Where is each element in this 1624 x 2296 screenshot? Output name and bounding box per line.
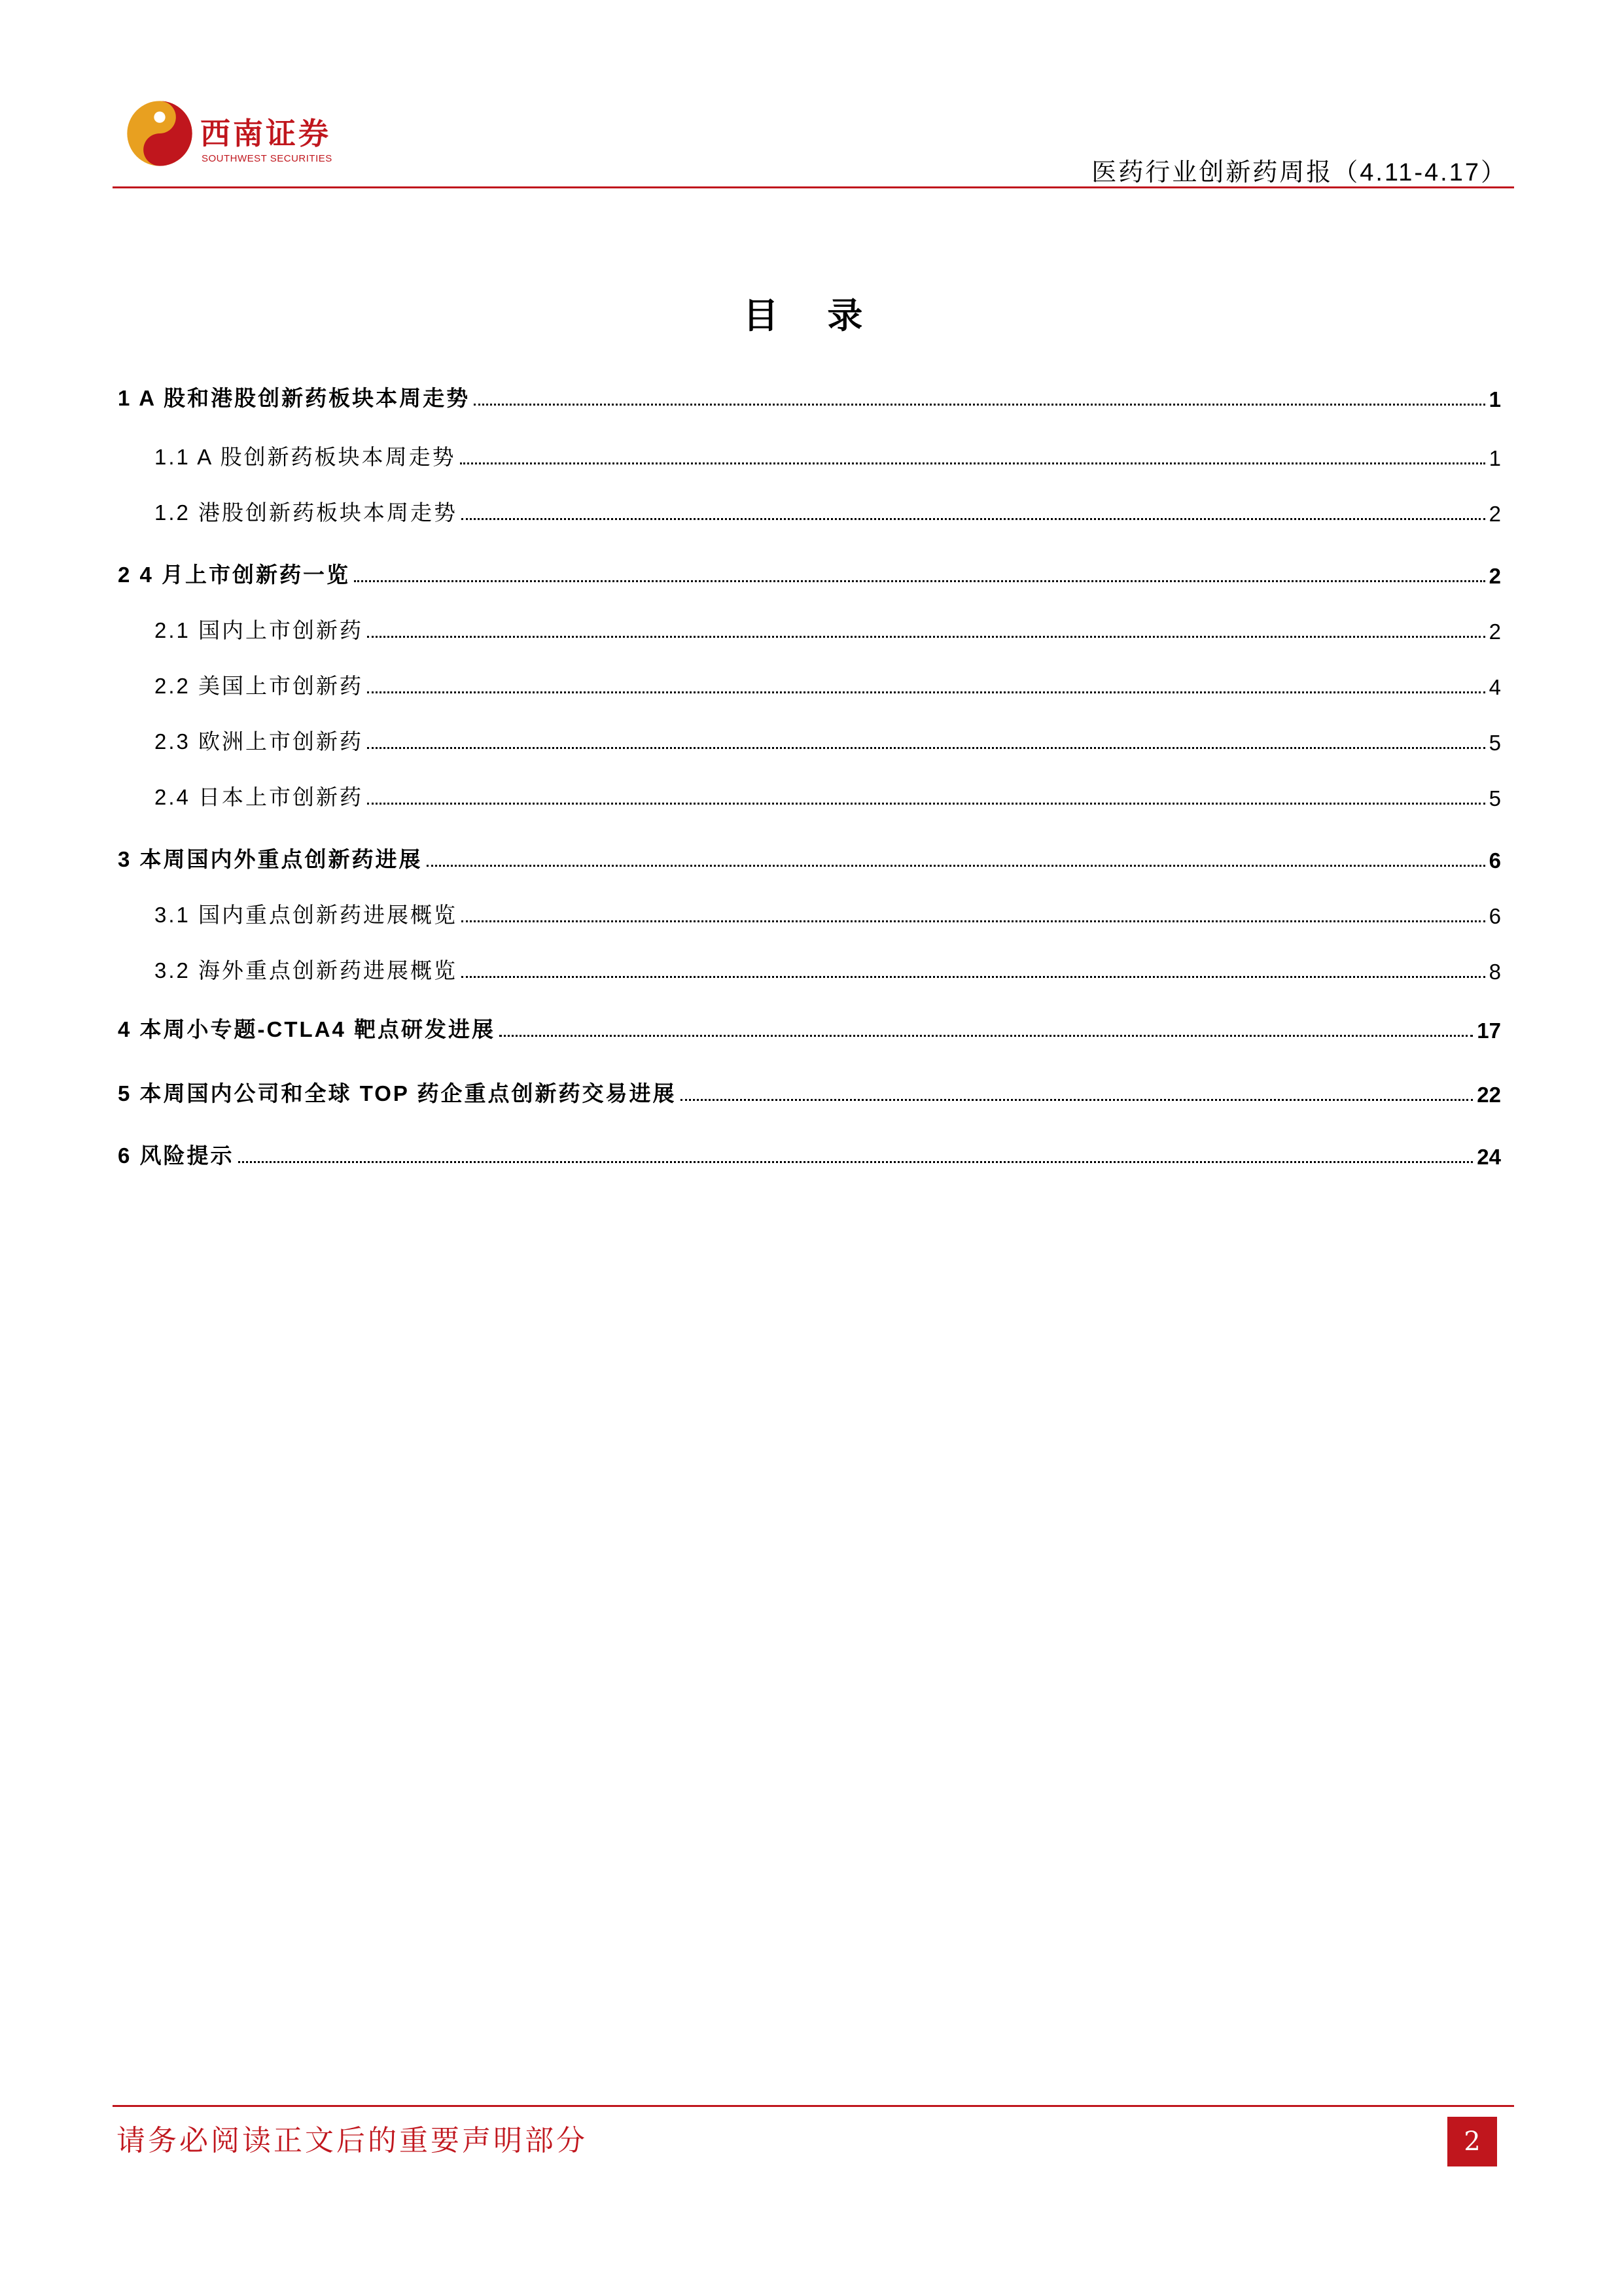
toc-entry-page: 5 bbox=[1489, 731, 1501, 755]
toc-title: 目 录 bbox=[743, 295, 881, 336]
company-logo-icon bbox=[124, 98, 195, 169]
toc-entry[interactable] bbox=[154, 667, 1501, 700]
toc-entry-text: 3.2 海外重点创新药进展概览 bbox=[154, 958, 458, 983]
toc-entry-text: 2.2 美国上市创新药 bbox=[154, 674, 364, 698]
toc-entry[interactable] bbox=[154, 438, 1501, 471]
toc-entry[interactable] bbox=[154, 778, 1501, 811]
toc-entry-page: 24 bbox=[1477, 1145, 1501, 1169]
toc-entry-page: 8 bbox=[1489, 960, 1501, 984]
toc-dot-leader bbox=[427, 865, 1485, 867]
toc-dot-leader bbox=[460, 462, 1485, 464]
toc-dot-leader bbox=[680, 1099, 1474, 1101]
toc-entry-page: 4 bbox=[1489, 675, 1501, 699]
report-title: 医药行业创新药周报（4.11-4.17） bbox=[1091, 159, 1508, 186]
toc-dot-leader bbox=[461, 976, 1485, 978]
toc-entry-text: 1.2 港股创新药板块本周走势 bbox=[154, 500, 458, 525]
footer-divider bbox=[113, 2105, 1514, 2107]
logo-name-cn: 西南证券 bbox=[200, 116, 331, 151]
header-divider bbox=[113, 186, 1514, 188]
toc-dot-leader bbox=[354, 580, 1485, 582]
toc-entry-text: 2.1 国内上市创新药 bbox=[154, 618, 364, 642]
toc-dot-leader bbox=[461, 920, 1485, 922]
toc-entry-text: 1 A 股和港股创新药板块本周走势 bbox=[118, 386, 470, 410]
footer-disclaimer: 请务必阅读正文后的重要声明部分 bbox=[116, 2124, 588, 2157]
toc-dot-leader bbox=[367, 636, 1485, 638]
toc-entry[interactable] bbox=[118, 1137, 1501, 1170]
toc-entry-text: 2 4 月上市创新药一览 bbox=[118, 563, 351, 587]
toc-entry-page: 6 bbox=[1489, 904, 1501, 928]
toc-dot-leader bbox=[461, 518, 1485, 520]
toc-entry[interactable] bbox=[154, 723, 1501, 756]
toc-dot-leader bbox=[474, 404, 1485, 406]
toc-entry-page: 6 bbox=[1489, 848, 1501, 873]
toc-entry-text: 5 本周国内公司和全球 TOP 药企重点创新药交易进展 bbox=[118, 1081, 677, 1105]
toc-entry-page: 2 bbox=[1489, 619, 1501, 644]
toc-entry-page: 1 bbox=[1489, 387, 1501, 411]
toc-entry-page: 5 bbox=[1489, 786, 1501, 810]
toc-entry-page: 2 bbox=[1489, 502, 1501, 526]
logo-name-en: SOUTHWEST SECURITIES bbox=[202, 153, 332, 164]
toc-entry[interactable] bbox=[118, 1011, 1501, 1043]
toc-entry-text: 2.4 日本上市创新药 bbox=[154, 785, 364, 809]
toc-dot-leader bbox=[367, 747, 1485, 749]
toc-entry-text: 4 本周小专题-CTLA4 靶点研发进展 bbox=[118, 1017, 496, 1041]
toc-entry[interactable] bbox=[118, 556, 1501, 589]
toc-entry[interactable] bbox=[154, 952, 1501, 984]
toc-entry[interactable] bbox=[118, 1075, 1501, 1107]
toc-entry[interactable] bbox=[118, 379, 1501, 412]
toc-dot-leader bbox=[367, 803, 1485, 805]
toc-dot-leader bbox=[238, 1161, 1474, 1163]
toc-entry[interactable] bbox=[154, 612, 1501, 644]
toc-dot-leader bbox=[367, 691, 1485, 693]
toc-entry-text: 3 本周国内外重点创新药进展 bbox=[118, 847, 423, 871]
toc-entry-text: 2.3 欧洲上市创新药 bbox=[154, 729, 364, 754]
toc-entry-text: 6 风险提示 bbox=[118, 1143, 234, 1168]
toc-entry-page: 17 bbox=[1477, 1018, 1501, 1043]
toc-entry[interactable] bbox=[154, 896, 1501, 929]
toc-entry-text: 1.1 A 股创新药板块本周走势 bbox=[154, 445, 456, 469]
company-logo bbox=[124, 98, 347, 173]
page-number-badge: 2 bbox=[1447, 2117, 1497, 2166]
toc-entry-text: 3.1 国内重点创新药进展概览 bbox=[154, 903, 458, 927]
toc-entry[interactable] bbox=[154, 494, 1501, 527]
toc-entry-page: 2 bbox=[1489, 564, 1501, 588]
toc-entry-page: 1 bbox=[1489, 446, 1501, 470]
toc-entry[interactable] bbox=[118, 841, 1501, 873]
toc-entry-page: 22 bbox=[1477, 1083, 1501, 1107]
toc-dot-leader bbox=[499, 1035, 1473, 1037]
